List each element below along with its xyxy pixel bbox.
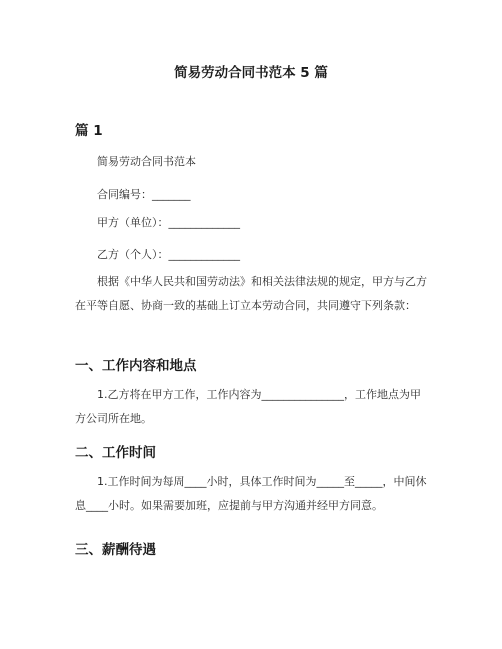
chapter-heading: 篇 1 <box>75 123 103 139</box>
contract-subtitle: 简易劳动合同书范本 <box>97 155 196 168</box>
section-body-work-hours: 1.工作时间为每周____小时，具体工作时间为_____至_____，中间休息____小时。如果需要加班，应提前与甲方沟通并经甲方同意。 <box>75 475 427 512</box>
section-heading-work-hours: 二、工作时间 <box>75 445 156 461</box>
party-a-line: 甲方（单位）：_____________ <box>97 216 240 229</box>
document-title: 简易劳动合同书范本 5 篇 <box>174 65 328 81</box>
section-heading-salary: 三、薪酬待遇 <box>75 542 156 558</box>
intro-paragraph: 根据《中华人民共和国劳动法》和相关法律法规的规定，甲方与乙方在平等自愿、协商一致的基础上订立本劳动合同，共同遵守下列条款： <box>75 275 427 312</box>
party-b-line: 乙方（个人）：_____________ <box>97 248 240 261</box>
section-body-work-content: 1.乙方将在甲方工作，工作内容为_______________，工作地点为甲方公司所在地。 <box>75 388 421 425</box>
contract-number-line: 合同编号：_______ <box>97 188 191 201</box>
section-heading-work-content: 一、工作内容和地点 <box>75 358 197 374</box>
